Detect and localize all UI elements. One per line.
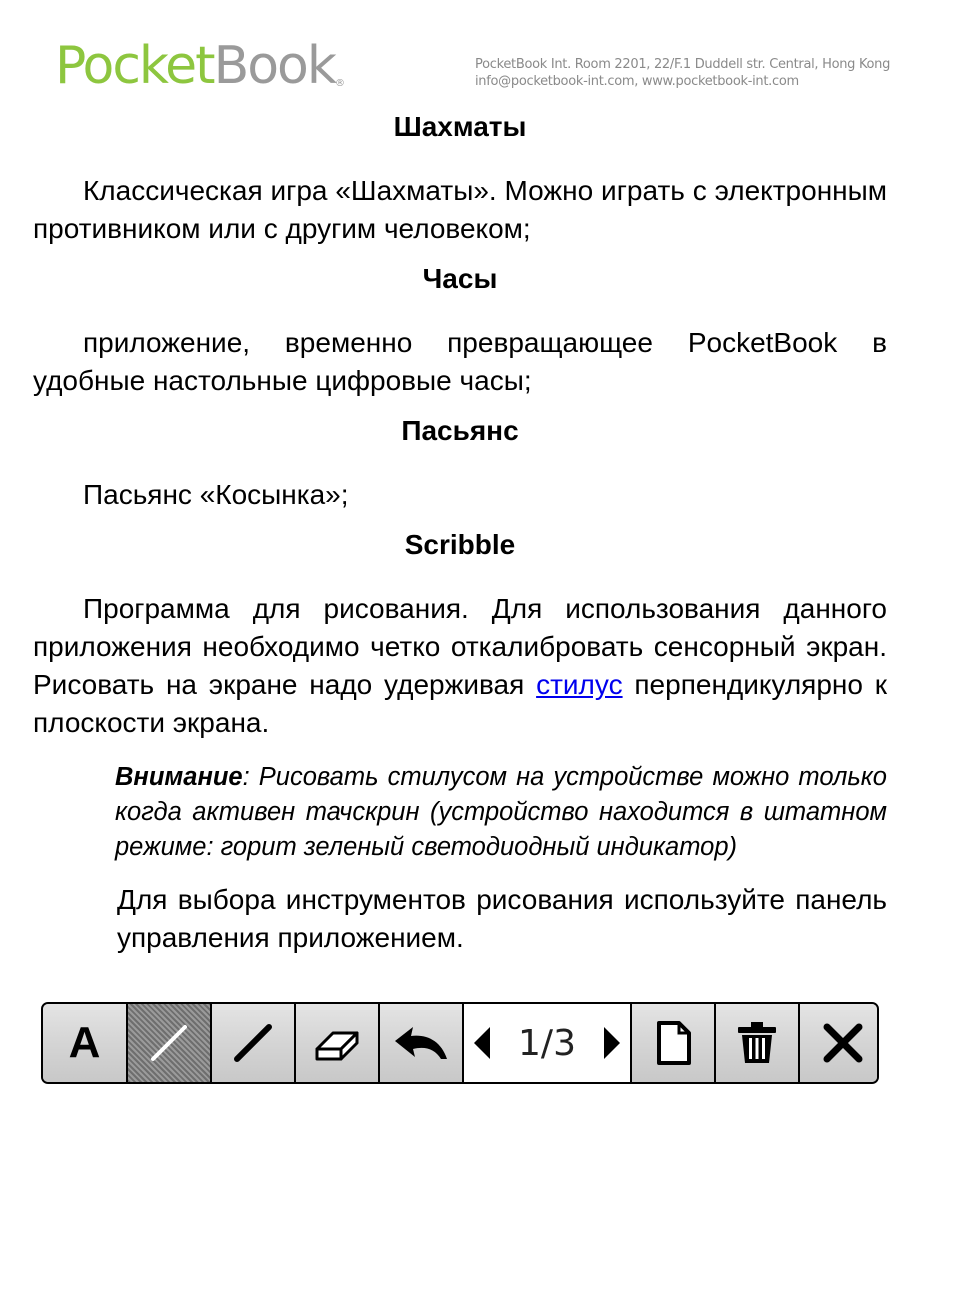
page-indicator: 1/3 [518,1022,576,1064]
address-line-2: info@pocketbook-int.com, www.pocketbook-int.com [475,74,799,89]
thick-pencil-icon [229,1019,277,1067]
new-page-icon [653,1019,693,1067]
page-navigator [464,1004,632,1082]
eraser-icon [311,1019,363,1067]
thin-pencil-icon [145,1019,193,1067]
section-text-scribble: Программа для рисования. Для использования данного приложения необходимо четко откалибровать сенсорный экран. Рисовать на экране надо удерживая стилус перпендикулярно к плоскости экрана. [33,593,887,738]
section-text-clock: приложение, временно превращающее PocketBook в удобные настольные цифровые часы; [33,327,887,396]
section-title-chess: Шахматы [393,111,527,142]
thick-pencil-button[interactable] [212,1004,296,1082]
stylus-link[interactable]: стилус [536,669,623,700]
previous-page-icon[interactable] [472,1025,492,1061]
close-button[interactable] [800,1004,879,1082]
close-icon [821,1021,865,1065]
section-title-clock: Часы [422,263,498,294]
new-page-button[interactable] [632,1004,716,1082]
thin-pencil-button[interactable] [128,1004,212,1082]
text-tool-button[interactable] [43,1004,128,1082]
pocketbook-logo: PocketBook® [55,36,345,96]
manual-content [33,108,887,957]
address-line-1: PocketBook Int. Room 2201, 22/F.1 Duddell str. Central, Hong Kong [475,57,891,72]
section-text-chess: Классическая игра «Шахматы». Можно играть с электронным противником или с другим человеком; [33,175,887,244]
note-label: Внимание [115,763,243,791]
toolbar-hint: Для выбора инструментов рисования используйте панель управления приложением. [117,884,887,953]
section-text-solitaire: Пасьянс «Косынка»; [83,479,349,510]
company-address [475,56,890,90]
section-title-solitaire: Пасьянс [401,415,519,446]
delete-button[interactable] [716,1004,800,1082]
note-text: : Рисовать стилусом на устройстве можно только когда активен тачскрин (устройство находится в штатном режиме: горит зеленый светодиодный индикатор) [115,763,887,861]
undo-icon [391,1019,451,1067]
section-title-scribble: Scribble [404,529,516,560]
text-tool-icon: A [68,1018,101,1067]
warning-note [115,760,887,865]
next-page-icon[interactable] [602,1025,622,1061]
trash-icon [733,1019,781,1067]
undo-button[interactable] [380,1004,464,1082]
scribble-toolbar [41,1002,879,1084]
eraser-button[interactable] [296,1004,380,1082]
